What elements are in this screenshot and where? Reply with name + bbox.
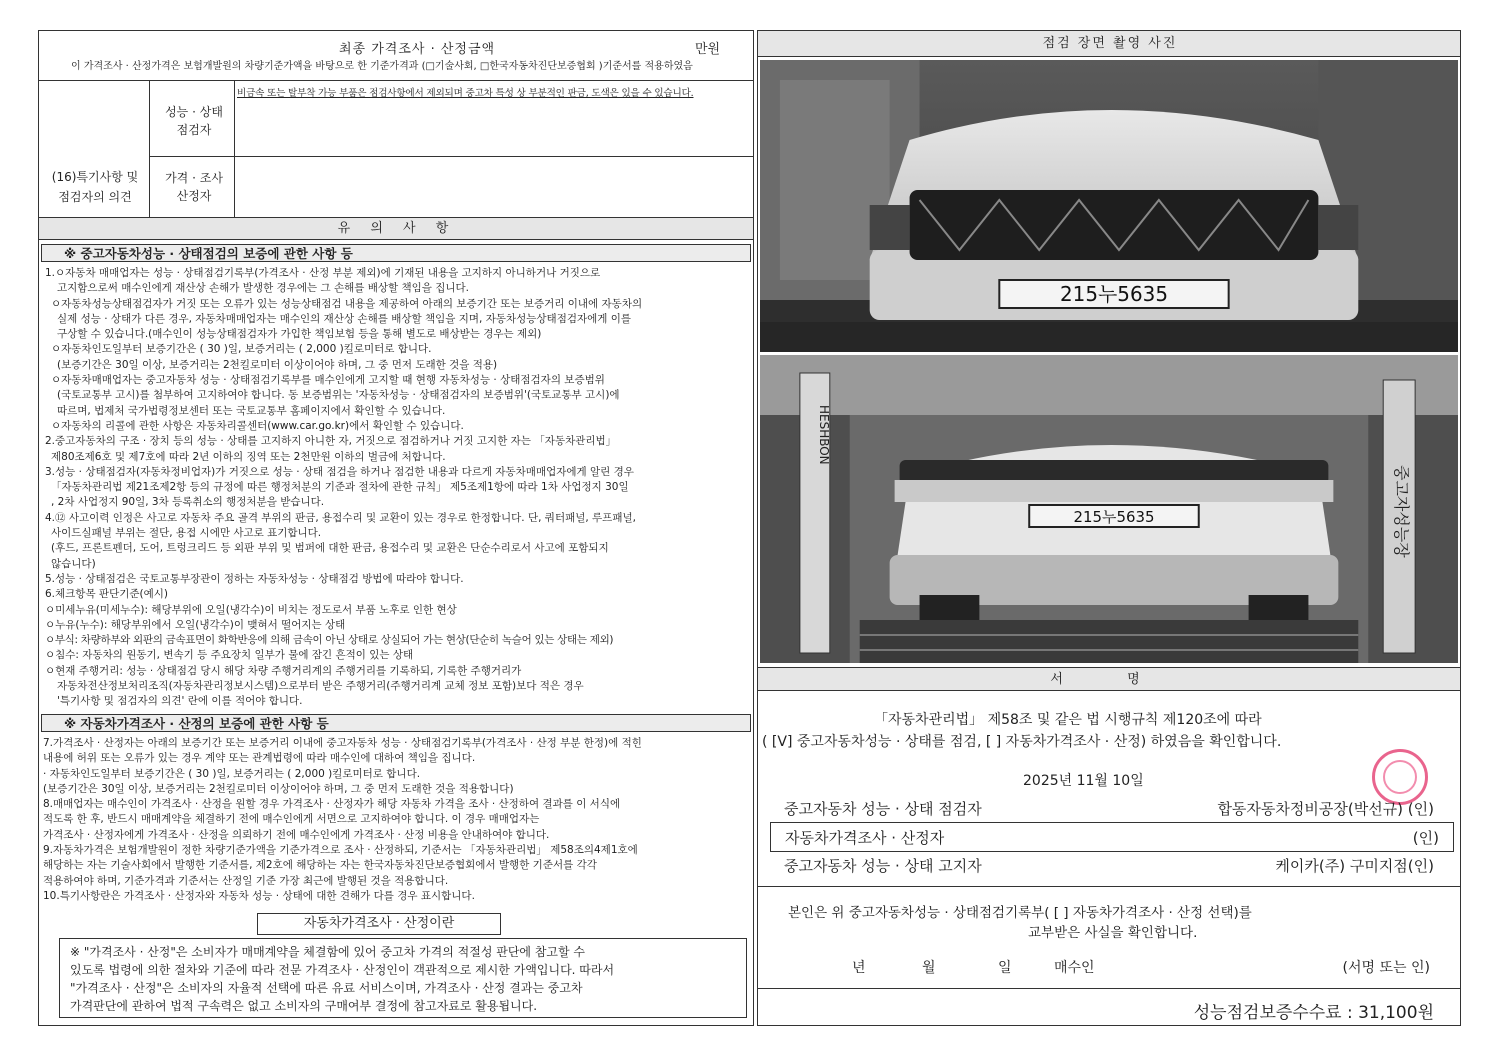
guarantee-line: , 2차 사업정지 90일, 3차 등록취소의 행정처분을 받습니다. [51,496,325,509]
inspector-label: 성능 · 상태 점검자 [165,105,223,137]
guarantee-line: 제80조제6호 및 제7호에 따라 2년 이하의 징역 또는 2천만원 이하의 벌금에 처합니다. [51,450,446,463]
signer-name: 합동자동차정비공장(박선규) (인) [1217,800,1434,818]
front-car-illustration [760,60,1458,352]
price-guarantee-list [43,736,751,904]
price-line: 가격조사 · 산정자에게 가격조사 · 산정을 의뢰하기 전에 매수인에게 가격조사 · 산정 비용을 안내하여야 합니다. [43,828,550,841]
signer-name: (인) [1412,829,1439,847]
definition-line: 있도록 법령에 의한 절차와 기준에 따라 전문 가격조사 · 산정인이 객관적으로 제시한 가액입니다. 따라서 [70,963,615,977]
guarantee-line: ㅇ현재 주행거리: 성능 · 상태점검 당시 해당 차량 주행거리계의 주행거리를 기록하되, 기록한 주행거리가 [45,664,522,677]
inspection-fee: 성능점검보증수수료 : 31,100원 [1193,1003,1434,1023]
guarantee-line: (보증기간은 30일 이상, 보증거리는 2천킬로미터 이상이어야 하며, 그 중 먼저 도래한 것을 적용) [57,358,498,371]
opinion-box [39,81,754,218]
front-plate-text: 215누5635 [1059,281,1169,307]
guarantee-line: 5.성능 · 상태점검은 국토교통부장관이 정하는 자동차성능 · 상태점검 방법에 따라야 합니다. [45,572,464,585]
buyer-month: 월 [922,960,936,976]
guarantee-line: 「자동차관리법 제21조제2항 등의 규정에 따른 행정처분의 기준과 절차에 관한 규칙」 제5조제1항에 따라 1차 사업정지 30일 [51,481,629,494]
price-line: 9.자동차가격은 보험개발원이 정한 차량기준가액을 기준가격으로 조사 · 산정하되, 기준서는 「자동차관리법」 제58조의4제1호에 [43,844,638,857]
definition-title: 자동차가격조사 · 산정이란 [303,916,455,931]
guarantee-header: ※ 중고자동차성능 · 상태점검의 보증에 관한 사항 등 [41,244,751,262]
receipt-line-2: 교부받은 사실을 확인합니다. [1028,925,1198,941]
front-car-photo [760,60,1458,352]
guarantee-line: 않습니다) [51,557,96,570]
buyer-day: 일 [998,960,1012,976]
signer-role: 중고자동차 성능 · 상태 고지자 [784,857,982,875]
guarantee-line: 실제 성능 · 상태가 다른 경우, 자동차매매업자는 매수인의 재산상 손해를 배상할 책임을 지며, 자동차성능상태점검자에게 이를 [57,312,632,325]
receipt-line-1: 본인은 위 중고자동차성능 · 상태점검기록부( [ ] 자동차가격조사 · 산정 선택)를 [788,905,1252,921]
opinion-section-label: (16)특기사항 및 점검자의 의견 [51,170,139,204]
final-price-unit: 만원 [695,42,721,57]
buyer-year: 년 [852,960,866,976]
buyer-label: 매수인 [1054,960,1095,976]
notice-header: 유 의 사 항 [39,218,754,240]
price-line: 해당하는 자는 기술사회에서 발행한 기준서를, 제2호에 해당하는 자는 한국자동차진단보증협회에서 발행한 기준서를 각각 [43,859,597,872]
price-line: 8.매매업자는 매수인이 가격조사 · 산정을 원할 경우 가격조사 · 산정자가 해당 자동차 가격을 조사 · 산정하여 결과를 이 서식에 [43,798,621,811]
rear-plate-text: 215누5635 [1073,507,1155,527]
guarantee-line: 사이드실패널 부위는 절단, 용접 시에만 사고로 표기합니다. [51,527,322,540]
signer-row [758,798,1460,820]
price-line: (보증기간은 30일 이상, 보증거리는 2천킬로미터 이상이어야 하며, 그 중 먼저 도래한 것을 적용합니다) [43,782,514,795]
buyer-row [758,957,1460,979]
sign-board-text: 중고자성능장 [1392,465,1412,558]
guarantee-line: ㅇ자동차매매업자는 중고자동차 성능 · 상태점검기록부를 매수인에게 고지할 때 현행 자동차성능 · 상태점검자의 보증범위 [51,374,605,387]
signer-name: 케이카(주) 구미지점(인) [1275,857,1434,875]
guarantee-line: ㅇ자동차의 리콜에 관한 사항은 자동차리콜센터(www.car.go.kr)에서 확인할 수 있습니다. [51,419,464,432]
price-guarantee-header: ※ 자동차가격조사 · 산정의 보증에 관한 사항 등 [41,714,751,732]
guarantee-list [45,266,751,710]
law-line-1: 「자동차관리법」 제58조 및 같은 법 시행규칙 제120조에 따라 [874,712,1262,728]
definition-line: "가격조사 · 산정"은 소비자의 자율적 선택에 따른 유료 서비스이며, 가격조사 · 산정 결과는 중고차 [70,981,583,995]
final-price-title: 최종 가격조사 · 산정금액 [339,42,496,57]
final-price-note: 이 가격조사 · 산정가격은 보험개발원의 차량기준가액을 바탕으로 한 기준가격과 (□기술사회, □한국자동차진단보증협회 )기준서를 적용하였음 [71,61,693,72]
price-line: · 자동차인도일부터 보증기간은 ( 30 )일, 보증거리는 ( 2,000 )킬로미터로 합니다. [43,767,421,780]
price-line: 10.특기사항란은 가격조사 · 산정자와 자동차 성능 · 상태에 대한 견해가 다를 경우 표시합니다. [43,889,475,902]
signer-role: 자동차가격조사 · 산정자 [785,829,945,847]
signer-row [758,855,1460,877]
guarantee-line: ㅇ미세누유(미세누수): 해당부위에 오일(냉각수)이 비치는 정도로서 부품 노후로 인한 현상 [45,603,457,616]
law-line-2: ( [V] 중고자동차성능 · 상태를 점검, [ ] 자동차가격조사 · 산정) 하였음을 확인합니다. [762,734,1282,750]
lift-brand-text: HESHBON [816,405,831,465]
appraiser-signer-box [770,822,1454,852]
price-line: 적도록 한 후, 반드시 매매계약을 체결하기 전에 매수인에게 서면으로 고지하여야 합니다. 이 경우 매매업자는 [43,813,540,826]
price-line: 적용하여야 하며, 기준가격과 기준서는 산정일 기준 가장 최근에 발행된 것을 적용합니다. [43,874,449,887]
stamp-mark [1372,749,1428,805]
guarantee-line: 따르며, 법제처 국가법령정보센터 또는 국토교통부 홈페이지에서 확인할 수 있습니다. [57,404,446,417]
guarantee-line: 4.⑫ 사고이력 인정은 사고로 자동차 주요 골격 부위의 판금, 용접수리 및 교환이 있는 경우로 한정합니다. 단, 쿼터패널, 루프패널, [45,511,636,524]
signature-header: 서 명 [758,667,1461,691]
inspector-opinion-text: 비금속 또는 탈부착 가능 부품은 점검사항에서 제외되며 중고차 특성 상 부분적인 판금, 도색은 있을 수 있습니다. [237,88,694,99]
guarantee-line: ㅇ침수: 자동차의 원동기, 변속기 등 주요장치 일부가 물에 잠긴 흔적이 있는 상태 [45,649,414,662]
guarantee-line: '특기사항 및 점검자의 의견' 란에 이를 적어야 합니다. [57,695,303,708]
rear-car-illustration [760,355,1458,663]
guarantee-line: (국토교통부 고시)를 첨부하여 고지하여야 합니다. 동 보증범위는 '자동차성능 · 상태점검자의 보증범위'(국토교통부 고시)에 [57,389,620,402]
guarantee-line: 1.ㅇ자동차 매매업자는 성능 · 상태점검기록부(가격조사 · 산정 부분 제외)에 기재된 내용을 고지하지 아니하거나 거짓으로 [45,267,601,279]
rear-car-photo [760,355,1458,663]
right-panel [757,30,1461,1026]
buyer-sign: (서명 또는 인) [1342,960,1430,976]
guarantee-line: 자동차전산정보처리조직(자동차관리정보시스템)으로부터 받은 주행거리(주행거리계 교체 정보 포함)보다 적은 경우 [57,680,584,693]
guarantee-line: 3.성능 · 상태점검자(자동차정비업자)가 거짓으로 성능 · 상태 점검을 하거나 점검한 내용과 다르게 자동차매매업자에게 알린 경우 [45,465,634,478]
guarantee-line: ㅇ누유(누수): 해당부위에서 오일(냉각수)이 맺혀서 떨어지는 상태 [45,618,346,631]
signer-role: 중고자동차 성능 · 상태 점검자 [784,800,982,818]
guarantee-line: ㅇ부식: 차량하부와 외판의 금속표면이 화학반응에 의해 금속이 아닌 상태로 상실되어 가는 현상(단순히 녹슬어 있는 상태는 제외) [45,634,614,647]
left-panel [38,30,754,1026]
guarantee-line: ㅇ자동차성능상태점검자가 거짓 또는 오류가 있는 성능상태점검 내용을 제공하여 아래의 보증기간 또는 보증거리 이내에 자동차의 [51,297,643,310]
sign-date: 2025년 11월 10일 [1023,773,1144,789]
definition-box [59,938,747,1018]
price-line: 7.가격조사 · 산정자는 아래의 보증기간 또는 보증거리 이내에 중고자동차 성능 · 상태점검기록부(가격조사 · 산정 부분 한정)에 적힌 [43,737,642,749]
definition-line: 가격판단에 관하여 법적 구속력은 없고 소비자의 구매여부 결정에 참고자료로 활용됩니다. [70,999,538,1013]
guarantee-line: ㅇ자동차인도일부터 보증기간은 ( 30 )일, 보증거리는 ( 2,000 )킬로미터로 합니다. [51,343,432,356]
guarantee-line: 6.체크항목 판단기준(예시) [45,588,168,601]
photo-header: 점검 장면 촬영 사진 [758,31,1461,57]
final-price-box [39,31,754,81]
definition-line: ※ "가격조사 · 산정"은 소비자가 매매계약을 체결함에 있어 중고차 가격의 적절성 판단에 참고할 수 [70,945,585,959]
definition-title-box [257,913,501,935]
guarantee-line: (후드, 프론트펜더, 도어, 트렁크리드 등 외판 부위 및 범퍼에 대한 판금, 용접수리 및 교환은 단순수리로서 사고에 포함되지 [51,542,609,555]
price-line: 내용에 허위 또는 오류가 있는 경우 계약 또는 관계법령에 따라 매수인에 대하여 책임을 집니다. [43,752,476,765]
appraiser-label: 가격 · 조사 산정자 [165,171,223,203]
guarantee-line: 고지함으로써 매수인에게 재산상 손해가 발생한 경우에는 그 손해를 배상할 책임을 집니다. [57,282,470,295]
guarantee-line: 2.중고자동차의 구조 · 장치 등의 성능 · 상태를 고지하지 아니한 자, 거짓으로 점검하거나 거짓 고지한 자는 「자동차관리법」 [45,435,617,448]
guarantee-line: 구상할 수 있습니다.(매수인이 성능상태점검자가 가입한 책임보험 등을 통해 별도로 배상받는 경우는 제외) [57,328,542,341]
